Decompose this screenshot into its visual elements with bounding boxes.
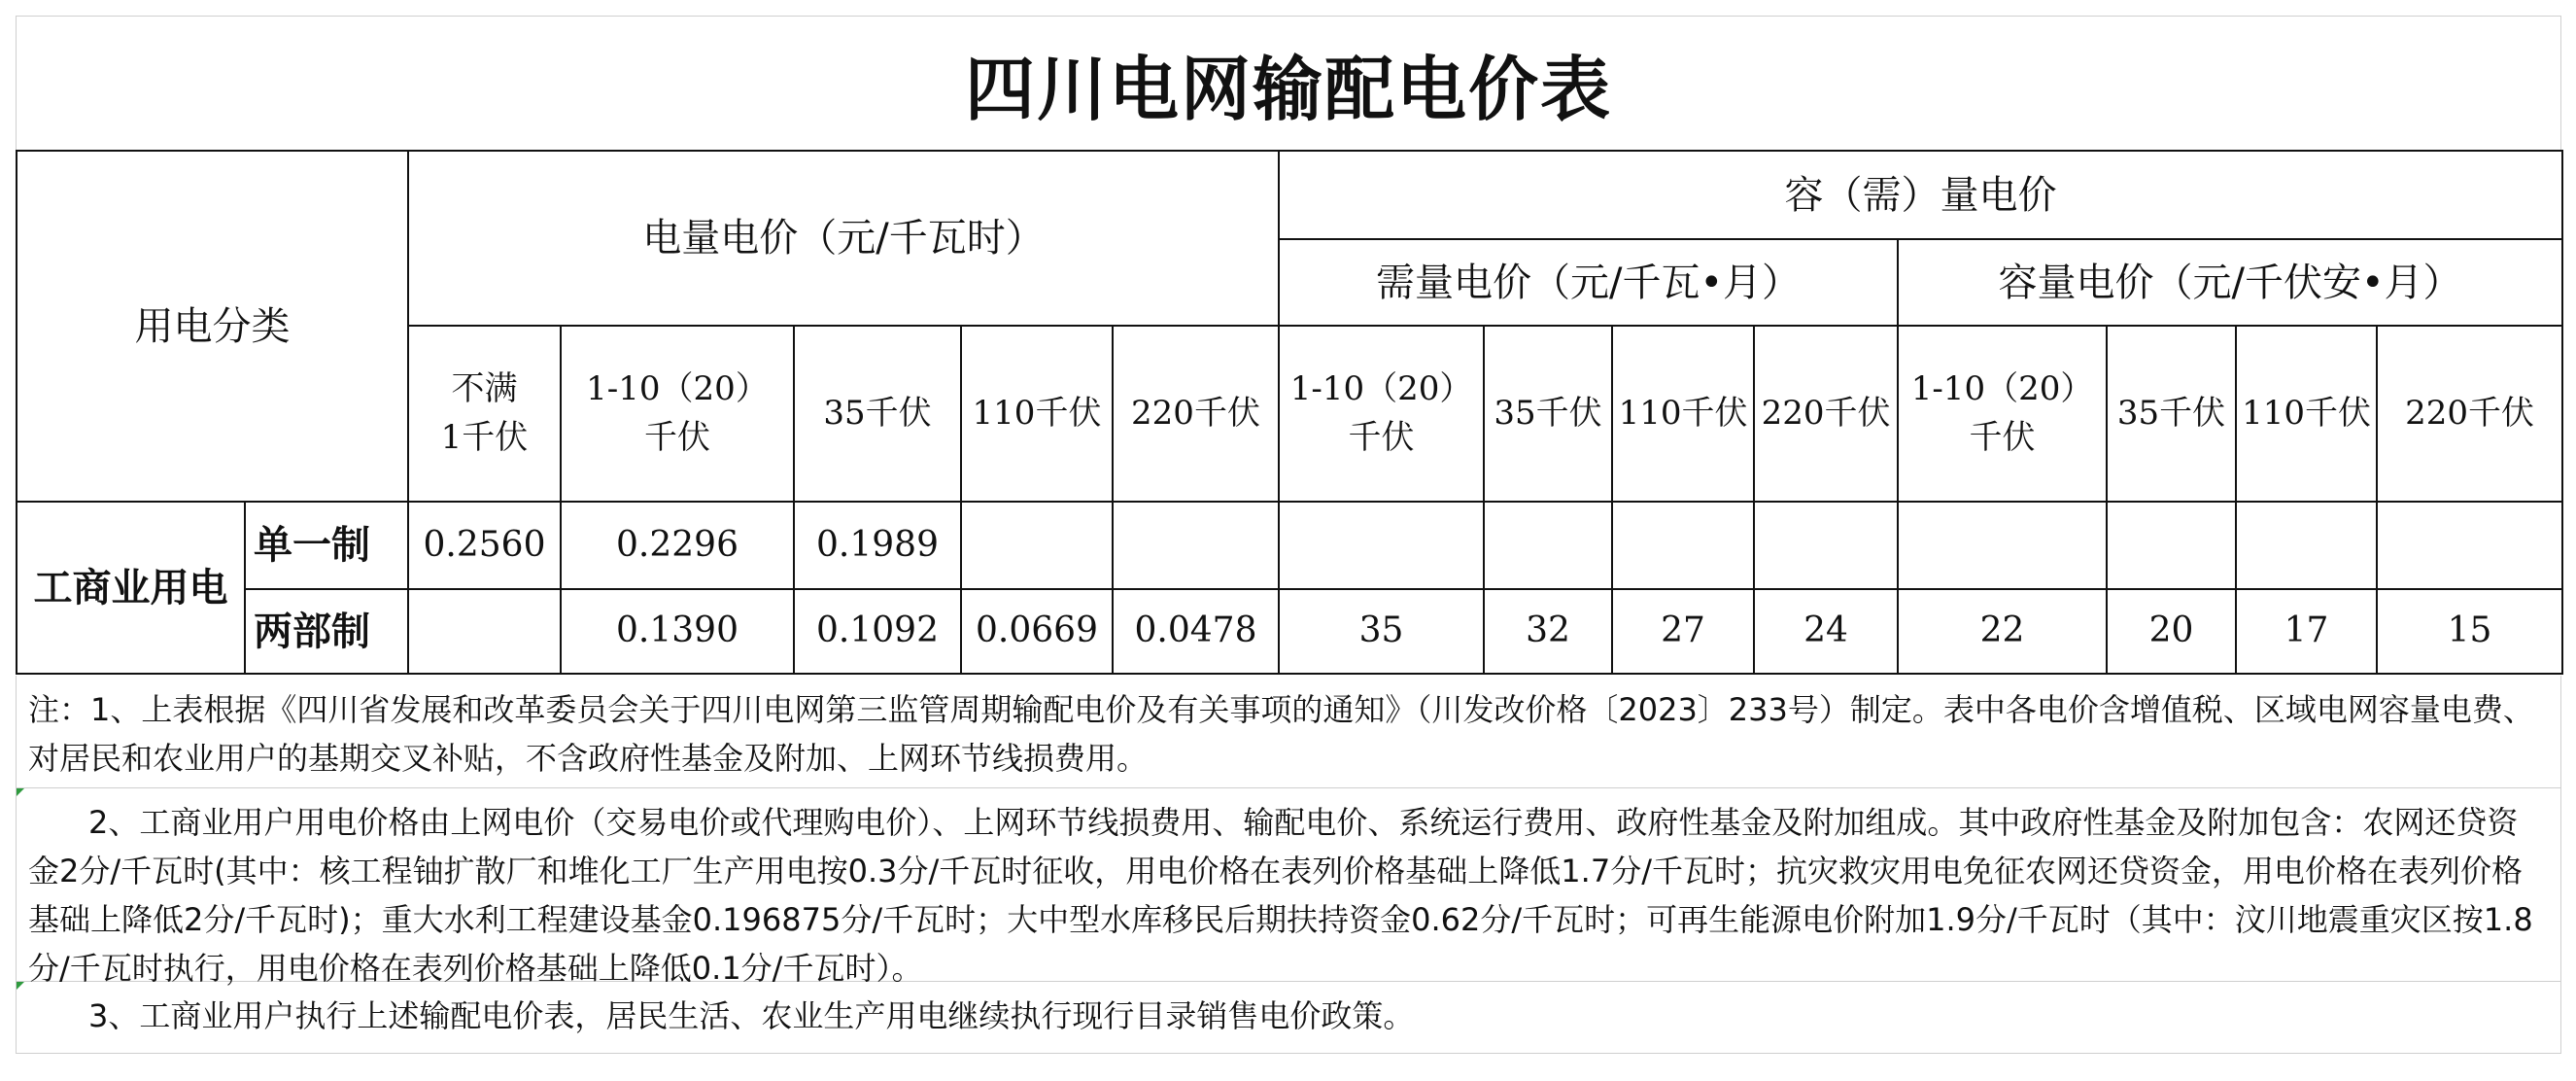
cell-marker-icon xyxy=(17,788,24,796)
price-cell: 0.2296 xyxy=(561,502,794,589)
header-capacity-price: 容量电价（元/千伏安•月） xyxy=(1898,239,2562,326)
price-cell: 27 xyxy=(1612,589,1754,674)
price-sheet xyxy=(16,16,2561,1065)
price-cell: 17 xyxy=(2236,589,2377,674)
header-demand-level: 1-10（20） 千伏 xyxy=(1279,326,1484,502)
price-cell: 0.1092 xyxy=(794,589,961,674)
price-cell: 22 xyxy=(1898,589,2107,674)
price-cell xyxy=(1612,502,1754,589)
row-label-two-part: 两部制 xyxy=(245,589,408,674)
note-text: 3、工商业用户执行上述输配电价表，居民生活、农业生产用电继续执行现行目录销售电价政策。 xyxy=(88,997,1415,1034)
header-demand-level: 35千伏 xyxy=(1484,326,1612,502)
price-cell: 24 xyxy=(1754,589,1898,674)
price-cell: 35 xyxy=(1279,589,1484,674)
notes-section xyxy=(16,676,2561,1054)
header-demand-price: 需量电价（元/千瓦•月） xyxy=(1279,239,1898,326)
price-cell xyxy=(2377,502,2562,589)
header-category: 用电分类 xyxy=(17,151,408,502)
header-energy-level: 不满 1千伏 xyxy=(408,326,561,502)
price-cell xyxy=(1279,502,1484,589)
header-capacity-level: 35千伏 xyxy=(2107,326,2236,502)
price-cell xyxy=(961,502,1113,589)
price-cell: 0.2560 xyxy=(408,502,561,589)
price-cell: 0.0478 xyxy=(1113,589,1279,674)
price-cell xyxy=(2236,502,2377,589)
table-row xyxy=(17,502,2562,589)
note-text: 2、工商业用户用电价格由上网电价（交易电价或代理购电价）、上网环节线损费用、输配电价、系统运行费用、政府性基金及附加组成。其中政府性基金及附加包含：农网还贷资金2分/千瓦时(其中：核工程铀扩散厂和堆化工厂生产用电按0.3分/千瓦时征收，用电价格在表列价格基础上降低1.7分/千瓦时；抗灾救灾用电免征农网还贷资金，用电价格在表列价格基础上降低2分/千瓦时)；重大水利工程建设基金0.196875分/千瓦时；大中型水库移民后期扶持资金0.62分/千瓦时；可再生能源电价附加1.9分/千瓦时（其中：汶川地震重灾区按1.8分/千瓦时执行，用电价格在表列价格基础上降低0.1分/千瓦时）。 xyxy=(28,804,2533,987)
price-cell xyxy=(1754,502,1898,589)
header-energy-level: 35千伏 xyxy=(794,326,961,502)
header-energy-level: 110千伏 xyxy=(961,326,1113,502)
price-cell: 0.1989 xyxy=(794,502,961,589)
header-capacity-level: 220千伏 xyxy=(2377,326,2562,502)
price-cell: 32 xyxy=(1484,589,1612,674)
note-text: 注：1、上表根据《四川省发展和改革委员会关于四川电网第三监管周期输配电价及有关事项的通知》（川发改价格〔2023〕233号）制定。表中各电价含增值税、区域电网容量电费、对居民和农业用户的基期交叉补贴，不含政府性基金及附加、上网环节线损费用。 xyxy=(28,691,2534,777)
header-energy-price: 电量电价（元/千瓦时） xyxy=(408,151,1279,326)
row-group-label: 工商业用电 xyxy=(17,502,245,674)
header-capacity-level: 110千伏 xyxy=(2236,326,2377,502)
header-energy-level: 220千伏 xyxy=(1113,326,1279,502)
sheet-title: 四川电网输配电价表 xyxy=(16,16,2561,150)
price-cell xyxy=(1898,502,2107,589)
price-cell: 0.0669 xyxy=(961,589,1113,674)
row-label-single: 单一制 xyxy=(245,502,408,589)
note-2 xyxy=(16,788,2561,987)
note-3 xyxy=(16,982,2561,1054)
price-cell xyxy=(1113,502,1279,589)
price-table xyxy=(16,150,2563,675)
price-cell: 15 xyxy=(2377,589,2562,674)
note-1 xyxy=(16,676,2561,788)
price-cell: 20 xyxy=(2107,589,2236,674)
table-row xyxy=(17,589,2562,674)
header-energy-level: 1-10（20） 千伏 xyxy=(561,326,794,502)
header-demand-level: 110千伏 xyxy=(1612,326,1754,502)
header-capacity-level: 1-10（20） 千伏 xyxy=(1898,326,2107,502)
price-cell: 0.1390 xyxy=(561,589,794,674)
header-capacity-group: 容（需）量电价 xyxy=(1279,151,2562,239)
price-cell xyxy=(2107,502,2236,589)
cell-marker-icon xyxy=(17,982,24,990)
price-cell xyxy=(1484,502,1612,589)
price-cell xyxy=(408,589,561,674)
header-demand-level: 220千伏 xyxy=(1754,326,1898,502)
